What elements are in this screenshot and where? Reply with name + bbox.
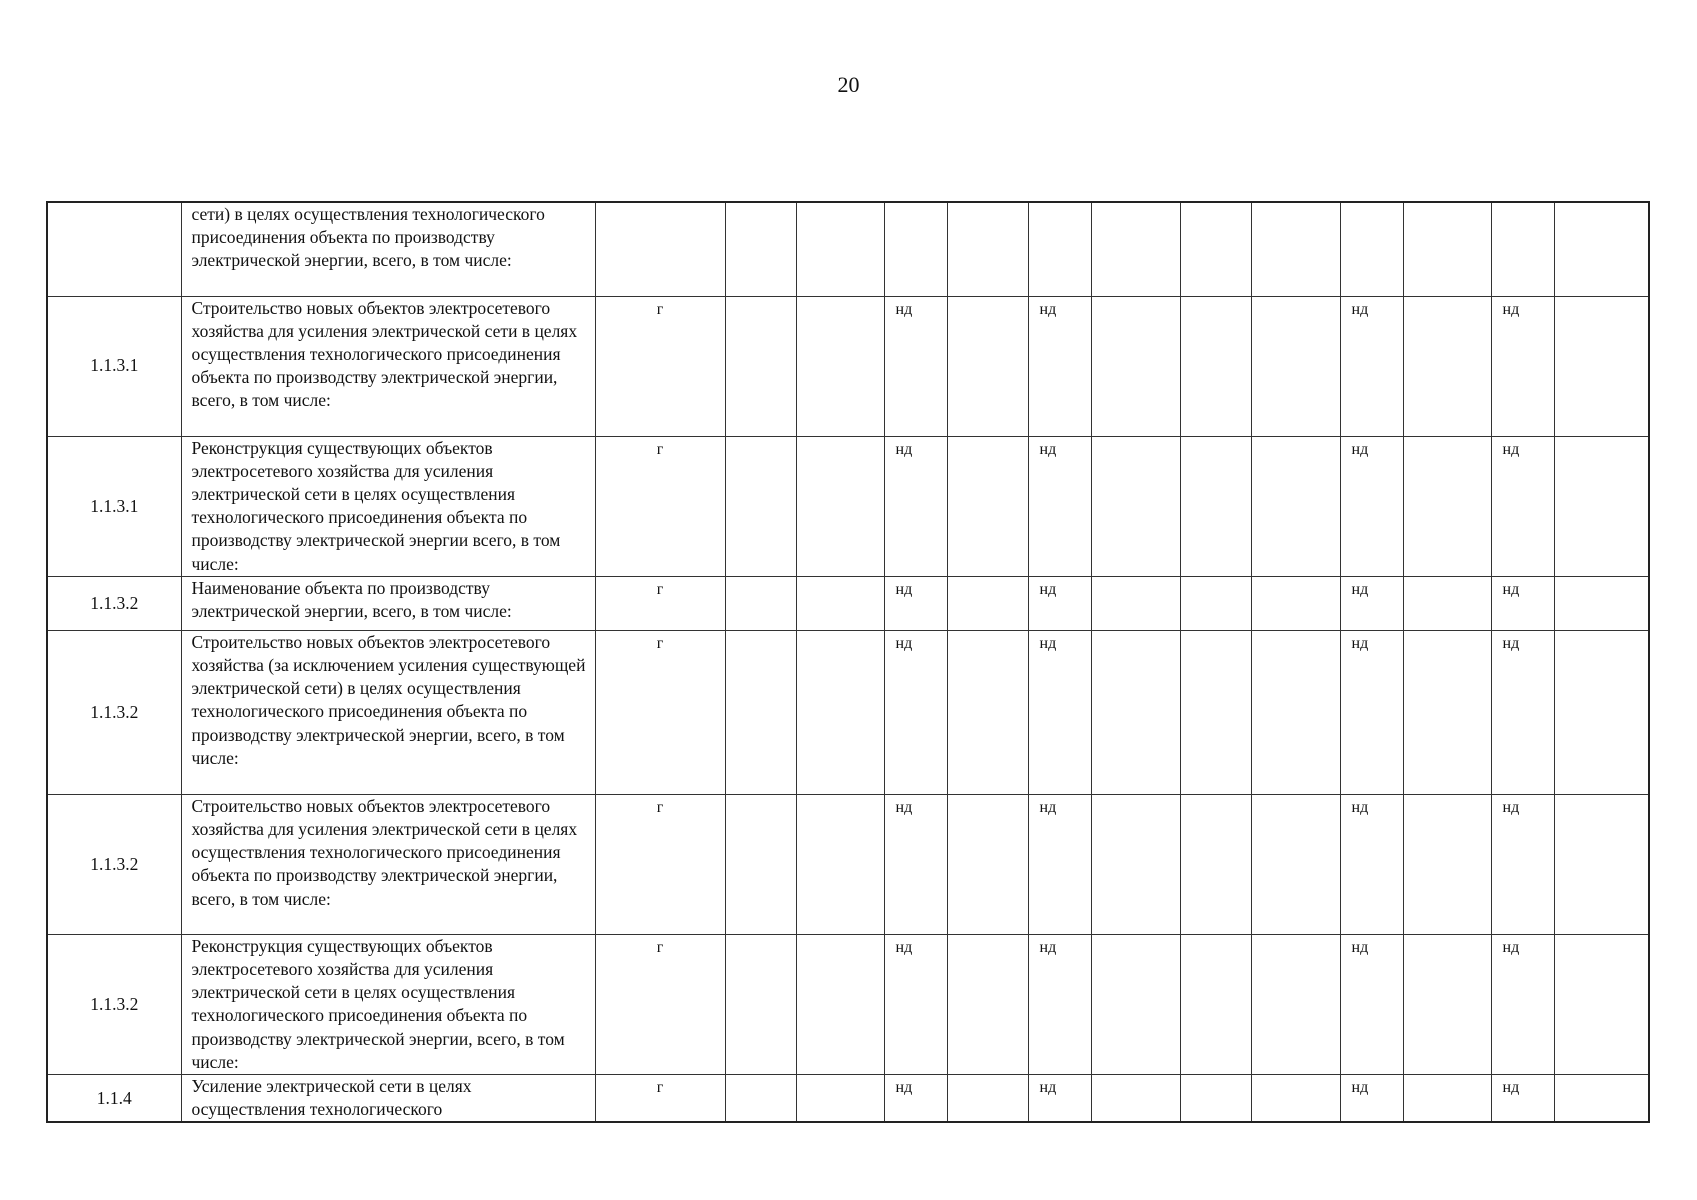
empty-cell [725, 202, 796, 296]
empty-cell [725, 576, 796, 630]
value-cell: нд [1491, 436, 1554, 576]
value-cell: нд [884, 1074, 947, 1122]
empty-cell [1251, 296, 1340, 436]
row-code: 1.1.4 [47, 1074, 181, 1122]
empty-cell [1251, 1074, 1340, 1122]
unit-cell: г [595, 296, 725, 436]
table-row [47, 202, 1649, 296]
table-row [47, 436, 1649, 576]
investment-program-table [46, 201, 1650, 1123]
empty-cell [725, 794, 796, 934]
empty-cell [1403, 576, 1491, 630]
empty-cell [1403, 630, 1491, 794]
empty-cell [725, 1074, 796, 1122]
empty-cell [1091, 202, 1180, 296]
row-code: 1.1.3.2 [47, 576, 181, 630]
row-description: Строительство новых объектов электросетевого хозяйства (за исключением усиления существующей электрической сети) в целях осуществления технологического присоединения объекта по производству электрической энергии, всего, в том числе: [181, 630, 595, 794]
empty-cell [725, 296, 796, 436]
empty-cell [796, 436, 884, 576]
row-description: Строительство новых объектов электросетевого хозяйства для усиления электрической сети в целях осуществления технологического присоединения объекта по производству электрической энергии, всего, в том числе: [181, 296, 595, 436]
empty-cell [1554, 630, 1649, 794]
table-row [47, 934, 1649, 1074]
empty-cell [947, 1074, 1028, 1122]
value-cell [1028, 202, 1091, 296]
row-code: 1.1.3.2 [47, 794, 181, 934]
empty-cell [1180, 576, 1251, 630]
row-description: сети) в целях осуществления технологического присоединения объекта по производству электрической энергии, всего, в том числе: [181, 202, 595, 296]
empty-cell [1180, 1074, 1251, 1122]
empty-cell [1091, 436, 1180, 576]
empty-cell [725, 436, 796, 576]
unit-cell: г [595, 630, 725, 794]
empty-cell [947, 202, 1028, 296]
table-row [47, 296, 1649, 436]
row-description: Реконструкция существующих объектов электросетевого хозяйства для усиления электрической сети в целях осуществления технологического присоединения объекта по производству электрической энергии, всего, в том числе: [181, 934, 595, 1074]
row-code: 1.1.3.2 [47, 630, 181, 794]
empty-cell [1180, 934, 1251, 1074]
page-number: 20 [837, 72, 860, 97]
row-description: Усиление электрической сети в целях осуществления технологического [181, 1074, 595, 1122]
value-cell: нд [1028, 630, 1091, 794]
table-row [47, 794, 1649, 934]
row-code: 1.1.3.1 [47, 436, 181, 576]
empty-cell [947, 576, 1028, 630]
value-cell: нд [1491, 934, 1554, 1074]
value-cell: нд [1028, 436, 1091, 576]
unit-cell: г [595, 794, 725, 934]
empty-cell [1251, 934, 1340, 1074]
value-cell: нд [1340, 630, 1403, 794]
value-cell: нд [884, 436, 947, 576]
empty-cell [1091, 576, 1180, 630]
value-cell: нд [1340, 436, 1403, 576]
value-cell: нд [1340, 1074, 1403, 1122]
empty-cell [1091, 1074, 1180, 1122]
value-cell [884, 202, 947, 296]
empty-cell [1403, 202, 1491, 296]
value-cell: нд [884, 576, 947, 630]
unit-cell: г [595, 576, 725, 630]
empty-cell [796, 1074, 884, 1122]
empty-cell [1554, 576, 1649, 630]
empty-cell [796, 630, 884, 794]
table-row [47, 576, 1649, 630]
empty-cell [796, 202, 884, 296]
value-cell: нд [1028, 1074, 1091, 1122]
empty-cell [1554, 794, 1649, 934]
row-description: Строительство новых объектов электросетевого хозяйства для усиления электрической сети в целях осуществления технологического присоединения объекта по производству электрической энергии, всего, в том числе: [181, 794, 595, 934]
empty-cell [1180, 794, 1251, 934]
value-cell: нд [1028, 296, 1091, 436]
value-cell: нд [1028, 794, 1091, 934]
empty-cell [1554, 1074, 1649, 1122]
value-cell: нд [1491, 296, 1554, 436]
empty-cell [796, 794, 884, 934]
row-description: Наименование объекта по производству электрической энергии, всего, в том числе: [181, 576, 595, 630]
empty-cell [796, 576, 884, 630]
empty-cell [1180, 296, 1251, 436]
empty-cell [725, 630, 796, 794]
empty-cell [1403, 794, 1491, 934]
empty-cell [1403, 296, 1491, 436]
empty-cell [1251, 576, 1340, 630]
value-cell: нд [884, 794, 947, 934]
empty-cell [947, 630, 1028, 794]
value-cell [1340, 202, 1403, 296]
value-cell: нд [1028, 576, 1091, 630]
value-cell: нд [1340, 576, 1403, 630]
value-cell: нд [1340, 296, 1403, 436]
empty-cell [1251, 630, 1340, 794]
empty-cell [1091, 630, 1180, 794]
empty-cell [947, 934, 1028, 1074]
value-cell: нд [884, 630, 947, 794]
unit-cell: г [595, 436, 725, 576]
value-cell: нд [1491, 576, 1554, 630]
row-code [47, 202, 181, 296]
empty-cell [1403, 436, 1491, 576]
row-code: 1.1.3.2 [47, 934, 181, 1074]
empty-cell [1180, 630, 1251, 794]
empty-cell [1554, 202, 1649, 296]
empty-cell [1180, 436, 1251, 576]
unit-cell: г [595, 934, 725, 1074]
empty-cell [1251, 794, 1340, 934]
value-cell: нд [884, 934, 947, 1074]
empty-cell [947, 296, 1028, 436]
empty-cell [1091, 296, 1180, 436]
empty-cell [725, 934, 796, 1074]
empty-cell [1403, 934, 1491, 1074]
empty-cell [1091, 794, 1180, 934]
unit-cell [595, 202, 725, 296]
row-code: 1.1.3.1 [47, 296, 181, 436]
empty-cell [1251, 202, 1340, 296]
empty-cell [1403, 1074, 1491, 1122]
table-row [47, 630, 1649, 794]
value-cell: нд [1340, 794, 1403, 934]
empty-cell [1554, 296, 1649, 436]
empty-cell [947, 436, 1028, 576]
value-cell: нд [1491, 794, 1554, 934]
value-cell: нд [1491, 630, 1554, 794]
unit-cell: г [595, 1074, 725, 1122]
empty-cell [1091, 934, 1180, 1074]
table-row [47, 1074, 1649, 1122]
value-cell: нд [884, 296, 947, 436]
value-cell: нд [1491, 1074, 1554, 1122]
empty-cell [1554, 436, 1649, 576]
empty-cell [1180, 202, 1251, 296]
empty-cell [796, 296, 884, 436]
empty-cell [796, 934, 884, 1074]
value-cell: нд [1340, 934, 1403, 1074]
empty-cell [1251, 436, 1340, 576]
row-description: Реконструкция существующих объектов электросетевого хозяйства для усиления электрической сети в целях осуществления технологического присоединения объекта по производству электрической энергии всего, в том числе: [181, 436, 595, 576]
value-cell [1491, 202, 1554, 296]
empty-cell [947, 794, 1028, 934]
empty-cell [1554, 934, 1649, 1074]
value-cell: нд [1028, 934, 1091, 1074]
